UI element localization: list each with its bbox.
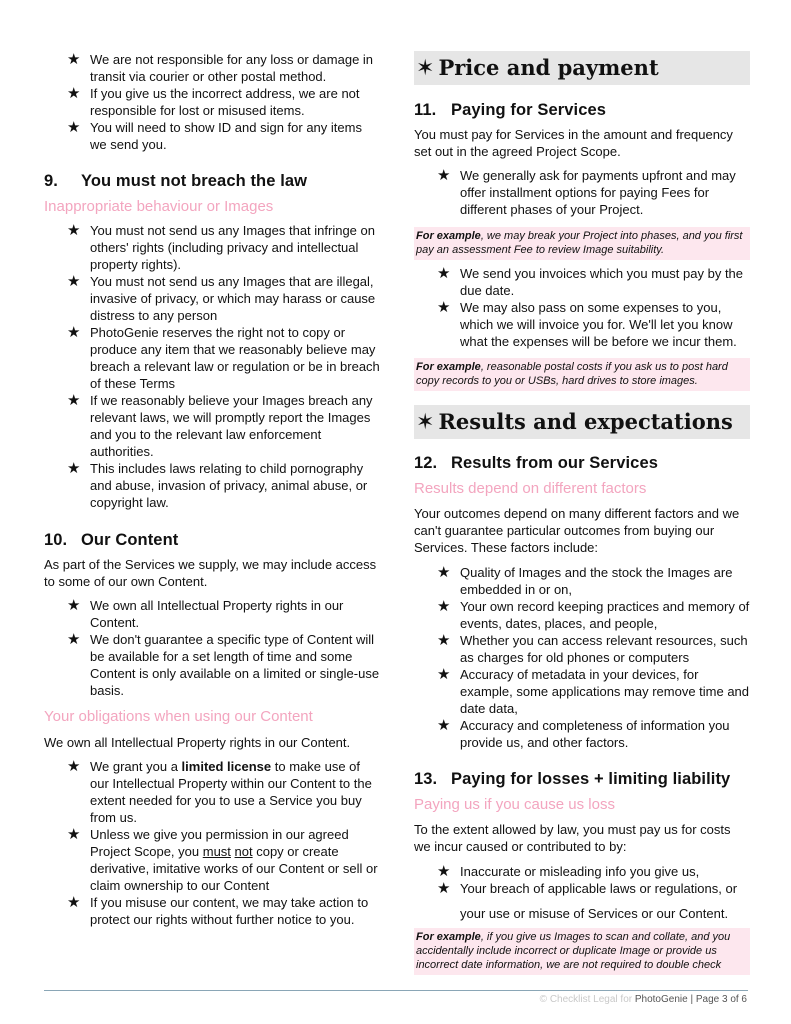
list-item: ★ Inaccurate or misleading info you give us, bbox=[437, 863, 700, 880]
intro-bullets bbox=[44, 51, 380, 153]
list-item: ★ Your breach of applicable laws or regulations, or bbox=[437, 880, 738, 897]
star-icon: ★ bbox=[437, 863, 451, 880]
section-13 bbox=[414, 769, 750, 789]
star-icon: ★ bbox=[67, 826, 81, 843]
example-callout: For example, we may break your Project into phases, and you first pay an assessment Fee to review Image suitability. bbox=[414, 227, 750, 260]
section-heading: 12. Results from our Services bbox=[414, 454, 658, 472]
section-banner: ✶ Results and expectations bbox=[414, 405, 750, 439]
star-icon: ★ bbox=[67, 631, 81, 648]
example-callout: For example, if you give us Images to scan and collate, and you accidentally include incorrect or duplicate Image or provide us incorrect date information, we are not required to double check bbox=[414, 928, 750, 975]
list-item: ★ Accuracy and completeness of information you provide us, and other factors. bbox=[437, 717, 730, 750]
list-item: ★ You will need to show ID and sign for any items we send you. bbox=[67, 119, 362, 152]
list-item: ★ We send you invoices which you must pay by the due date. bbox=[437, 265, 744, 298]
star-icon: ★ bbox=[67, 222, 81, 239]
paragraph: As part of the Services we supply, we may include access to some of our own Content. bbox=[44, 557, 377, 589]
example-callout: For example, reasonable postal costs if you ask us to post hard copy records to you or USBs, hard drives to store images. bbox=[414, 358, 750, 391]
star-icon: ★ bbox=[437, 167, 451, 184]
star-icon: ★ bbox=[437, 265, 451, 282]
section-subheading: Your obligations when using our Content bbox=[44, 708, 313, 725]
list-item: ★ This includes laws relating to child pornography and abuse, invasion of privacy, animal abuse, or copyright law. bbox=[67, 460, 368, 510]
star-icon: ★ bbox=[67, 324, 81, 341]
bullet-list bbox=[44, 758, 380, 928]
star-icon: ★ bbox=[67, 85, 81, 102]
list-item: ★ Whether you can access relevant resources, such as charges for old phones or computers bbox=[437, 632, 748, 665]
star-icon: ★ bbox=[437, 564, 451, 581]
star-icon: ★ bbox=[437, 299, 451, 316]
list-item: ★ Unless we give you permission in our agreed Project Scope, you must not copy or create derivative, imitative works of our Content or sell or claim ownership to our Content bbox=[67, 826, 378, 893]
section-12 bbox=[414, 453, 750, 473]
bullet-list bbox=[414, 863, 750, 897]
star-icon: ★ bbox=[67, 894, 81, 911]
list-item: ★ If we reasonably believe your Images breach any relevant laws, we will promptly report the Images and you to the relevant law enforcement authorities. bbox=[67, 392, 373, 459]
section-subheading: Results depend on different factors bbox=[414, 480, 647, 497]
section-11 bbox=[414, 100, 750, 120]
section-subheading: Paying us if you cause us loss bbox=[414, 796, 615, 813]
bullet-list bbox=[414, 167, 750, 218]
paragraph: Your outcomes depend on many different factors and we can't guarantee particular outcomes from buying our Services. These factors include: bbox=[414, 506, 740, 555]
list-item: ★ We are not responsible for any loss or damage in transit via courier or other postal method. bbox=[67, 51, 374, 84]
section-9 bbox=[44, 171, 380, 191]
bullet-list bbox=[44, 222, 380, 511]
bullet-list bbox=[414, 564, 750, 751]
list-item: ★ We generally ask for payments upfront and may offer installment options for paying Fees for different phases of your Project. bbox=[437, 167, 736, 217]
section-10 bbox=[44, 530, 380, 550]
section-heading: 11. Paying for Services bbox=[414, 101, 607, 119]
list-item: ★ We may also pass on some expenses to you, which we will invoice you for. We'll let you know what the expenses will be before we incur them. bbox=[437, 299, 737, 349]
list-item: ★ You must not send us any Images that are illegal, invasive of privacy, or which may harass or cause distress to any person bbox=[67, 273, 376, 323]
section-subheading: Inappropriate behaviour or Images bbox=[44, 198, 274, 215]
section-heading: 10. Our Content bbox=[44, 531, 179, 549]
footer-divider bbox=[44, 990, 748, 991]
list-item: ★ Quality of Images and the stock the Images are embedded in or on, bbox=[437, 564, 733, 597]
list-item: ★ Accuracy of metadata in your devices, for example, some applications may remove time and date data, bbox=[437, 666, 750, 716]
star-icon: ★ bbox=[67, 597, 81, 614]
bullet-list bbox=[44, 51, 380, 153]
list-item: ★ We own all Intellectual Property rights in our Content. bbox=[67, 597, 344, 630]
list-item: ★ If you give us the incorrect address, we are not responsible for lost or misused items. bbox=[67, 85, 360, 118]
star-icon: ★ bbox=[67, 460, 81, 477]
list-continuation: your use or misuse of Services or our Content. bbox=[460, 906, 729, 921]
asterisk-star-icon: ✶ bbox=[416, 56, 435, 81]
list-item: ★ If you misuse our content, we may take action to protect our rights without further notice to you. bbox=[67, 894, 369, 927]
star-icon: ★ bbox=[437, 880, 451, 897]
section-heading: 13. Paying for losses + limiting liability bbox=[414, 770, 731, 788]
list-item: ★ Your own record keeping practices and memory of events, dates, places, and people, bbox=[437, 598, 750, 631]
list-item: ★ PhotoGenie reserves the right not to copy or produce any item that we reasonably believe may breach a relevant law or regulation or be in breach of these Terms bbox=[67, 324, 380, 391]
paragraph: You must pay for Services in the amount and frequency set out in the agreed Project Scope. bbox=[414, 127, 733, 159]
list-item: ★ We grant you a limited license to make use of our Intellectual Property within our Content to the extent needed for you to use a Service you buy from us. bbox=[67, 758, 372, 825]
star-icon: ★ bbox=[67, 51, 81, 68]
star-icon: ★ bbox=[437, 666, 451, 683]
star-icon: ★ bbox=[67, 119, 81, 136]
page-footer: © Checklist Legal for PhotoGenie | Page 3 of 6 bbox=[539, 994, 747, 1005]
star-icon: ★ bbox=[437, 598, 451, 615]
star-icon: ★ bbox=[437, 632, 451, 649]
star-icon: ★ bbox=[67, 758, 81, 775]
bullet-list bbox=[44, 597, 380, 699]
section-banner: ✶ Price and payment bbox=[414, 51, 750, 85]
section-heading: 9. You must not breach the law bbox=[44, 172, 308, 190]
bullet-list bbox=[414, 265, 750, 350]
star-icon: ★ bbox=[67, 392, 81, 409]
paragraph: To the extent allowed by law, you must pay us for costs we incur caused or contributed to by: bbox=[414, 822, 731, 854]
star-icon: ★ bbox=[67, 273, 81, 290]
star-icon: ★ bbox=[437, 717, 451, 734]
list-item: ★ We don't guarantee a specific type of Content will be available for a set length of time and some Content is only available on a limited or single-use basis. bbox=[67, 631, 380, 698]
asterisk-star-icon: ✶ bbox=[416, 410, 435, 435]
paragraph: We own all Intellectual Property rights in our Content. bbox=[44, 735, 351, 750]
list-item: ★ You must not send us any Images that infringe on others' rights (including privacy and intellectual property rights). bbox=[67, 222, 375, 272]
